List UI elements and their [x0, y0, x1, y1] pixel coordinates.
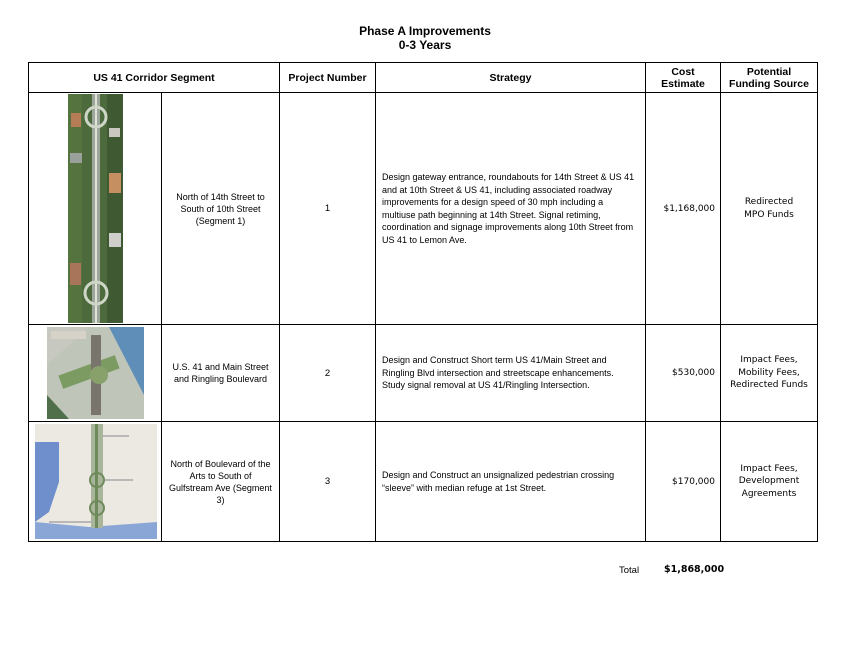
header-funding-line1: Potential	[746, 65, 792, 78]
improvements-table	[28, 62, 818, 542]
funding-1-line-2: MPO Funds	[744, 209, 794, 220]
header-funding-line2: Funding Source	[729, 77, 809, 90]
funding-2-line-2: Mobility Fees,	[738, 367, 800, 378]
funding-1-line-1: Redirected	[744, 197, 794, 207]
aerial-photo-segment-1	[29, 93, 161, 324]
page-subtitle: 0-3 Years	[398, 38, 452, 52]
strategy-1: Design gateway entrance, roundabouts for 14th Street & US 41 and at 10th Street & US 41, including associated roadway improvements for a design speed of 30 mph including a multiuse path beginning at 14th Street. Signal retiming, coordination and signage improvements along 10th Street from US 41 to Lemon Ave.	[376, 93, 646, 325]
segment-3-image-cell	[29, 422, 162, 542]
total-label: Total	[619, 565, 640, 576]
header-funding-source	[721, 63, 818, 93]
total-value: $1,868,000	[664, 564, 725, 575]
header-strategy: Strategy	[376, 63, 646, 93]
rendering-main-street-ringling	[29, 325, 161, 421]
funding-3	[721, 422, 818, 542]
funding-2-line-3: Redirected Funds	[730, 380, 808, 391]
project-number-3: 3	[280, 422, 376, 542]
table-row	[29, 422, 818, 542]
funding-3-line-2: Development	[738, 476, 800, 487]
header-segment: US 41 Corridor Segment	[29, 63, 280, 93]
funding-2-line-1: Impact Fees,	[740, 355, 798, 366]
segment-1-image-cell	[29, 93, 162, 325]
header-cost-line1: Cost	[671, 65, 695, 78]
table-row	[29, 325, 818, 422]
header-project-number: Project Number	[280, 63, 376, 93]
funding-1	[721, 93, 818, 325]
strategy-2: Design and Construct Short term US 41/Main Street and Ringling Blvd intersection and streetscape enhancements. Study signal removal at US 41/Ringling Intersection.	[376, 325, 646, 422]
funding-3-line-1: Impact Fees,	[740, 463, 798, 474]
header-cost-estimate	[646, 63, 721, 93]
project-number-1: 1	[280, 93, 376, 325]
page-title: Phase A Improvements	[359, 24, 491, 38]
cost-3: $170,000	[646, 422, 721, 542]
plan-drawing-segment-3	[29, 422, 161, 541]
segment-2-image-cell	[29, 325, 162, 422]
funding-3-line-3: Agreements	[741, 488, 797, 499]
funding-2	[721, 325, 818, 422]
segment-2-name: U.S. 41 and Main Street and Ringling Boulevard	[162, 325, 280, 422]
strategy-3: Design and Construct an unsignalized pedestrian crossing “sleeve” with median refuge at 1st Street.	[376, 422, 646, 542]
cost-2: $530,000	[646, 325, 721, 422]
project-number-2: 2	[280, 325, 376, 422]
cost-1: $1,168,000	[646, 93, 721, 325]
header-cost-line2: Estimate	[661, 77, 705, 90]
segment-1-name: North of 14th Street to South of 10th Street (Segment 1)	[162, 93, 280, 325]
table-row	[29, 93, 818, 325]
segment-3-name: North of Boulevard of the Arts to South of Gulfstream Ave (Segment 3)	[162, 422, 280, 542]
header-row	[29, 63, 818, 93]
